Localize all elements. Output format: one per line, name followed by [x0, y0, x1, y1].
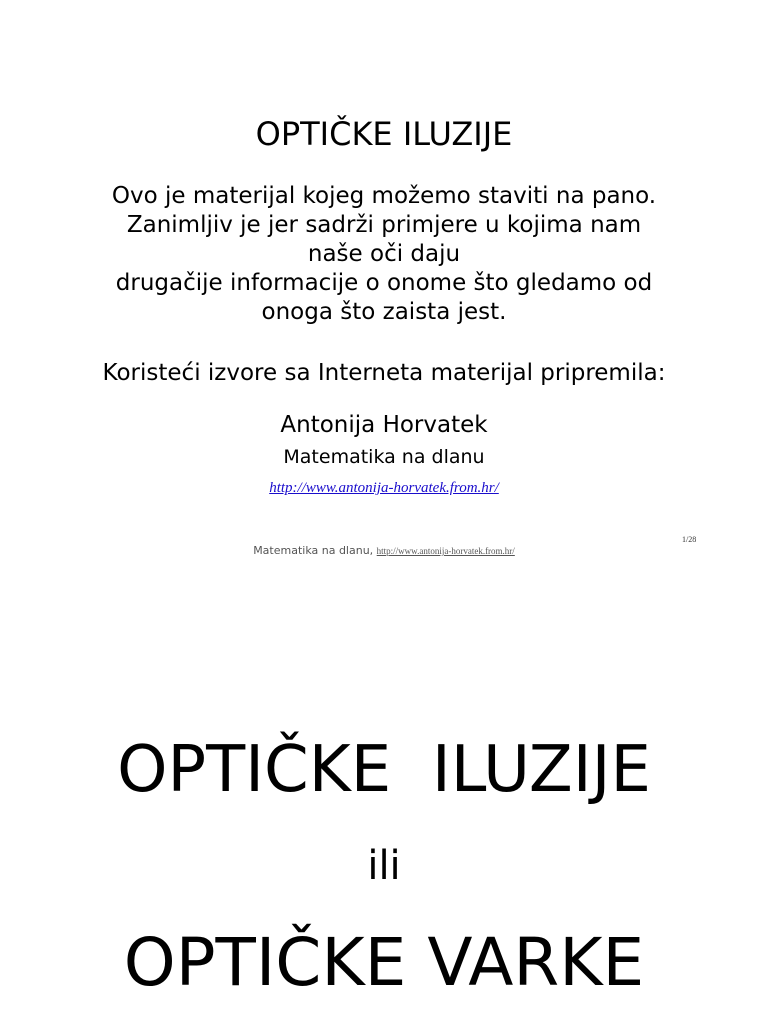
connector-word: ili: [367, 843, 401, 889]
intro-line: drugačije informacije o onome što gledamo od: [115, 270, 653, 296]
sources-text: Koristeći izvore sa Interneta materijal pripremila:: [102, 360, 666, 386]
intro-line: Zanimljiv je jer sadrži primjere u kojima nam: [126, 212, 642, 238]
main-heading: OPTIČKE ILUZIJE: [117, 733, 651, 807]
footer-link[interactable]: http://www.antonija-horvatek.from.hr/: [376, 546, 515, 556]
intro-line: Ovo je materijal kojeg možemo staviti na pano.: [111, 183, 657, 209]
intro-paragraph: [0, 182, 768, 327]
site-name: Matematika na dlanu: [283, 446, 485, 468]
website-link[interactable]: http://www.antonija-horvatek.from.hr/: [269, 480, 499, 496]
page-footer: [0, 544, 768, 558]
intro-line: onoga što zaista jest.: [261, 299, 507, 325]
title-slide: [0, 720, 768, 1020]
author-name: Antonija Horvatek: [280, 412, 488, 438]
footer-text: Matematika na dlanu,: [253, 544, 377, 557]
website-link-container: [0, 478, 768, 498]
page-number: 1/28: [682, 535, 697, 544]
intro-line: naše oči daju: [307, 241, 461, 267]
alternate-heading: OPTIČKE VARKE: [123, 924, 645, 1001]
page-title: OPTIČKE ILUZIJE: [255, 115, 513, 153]
